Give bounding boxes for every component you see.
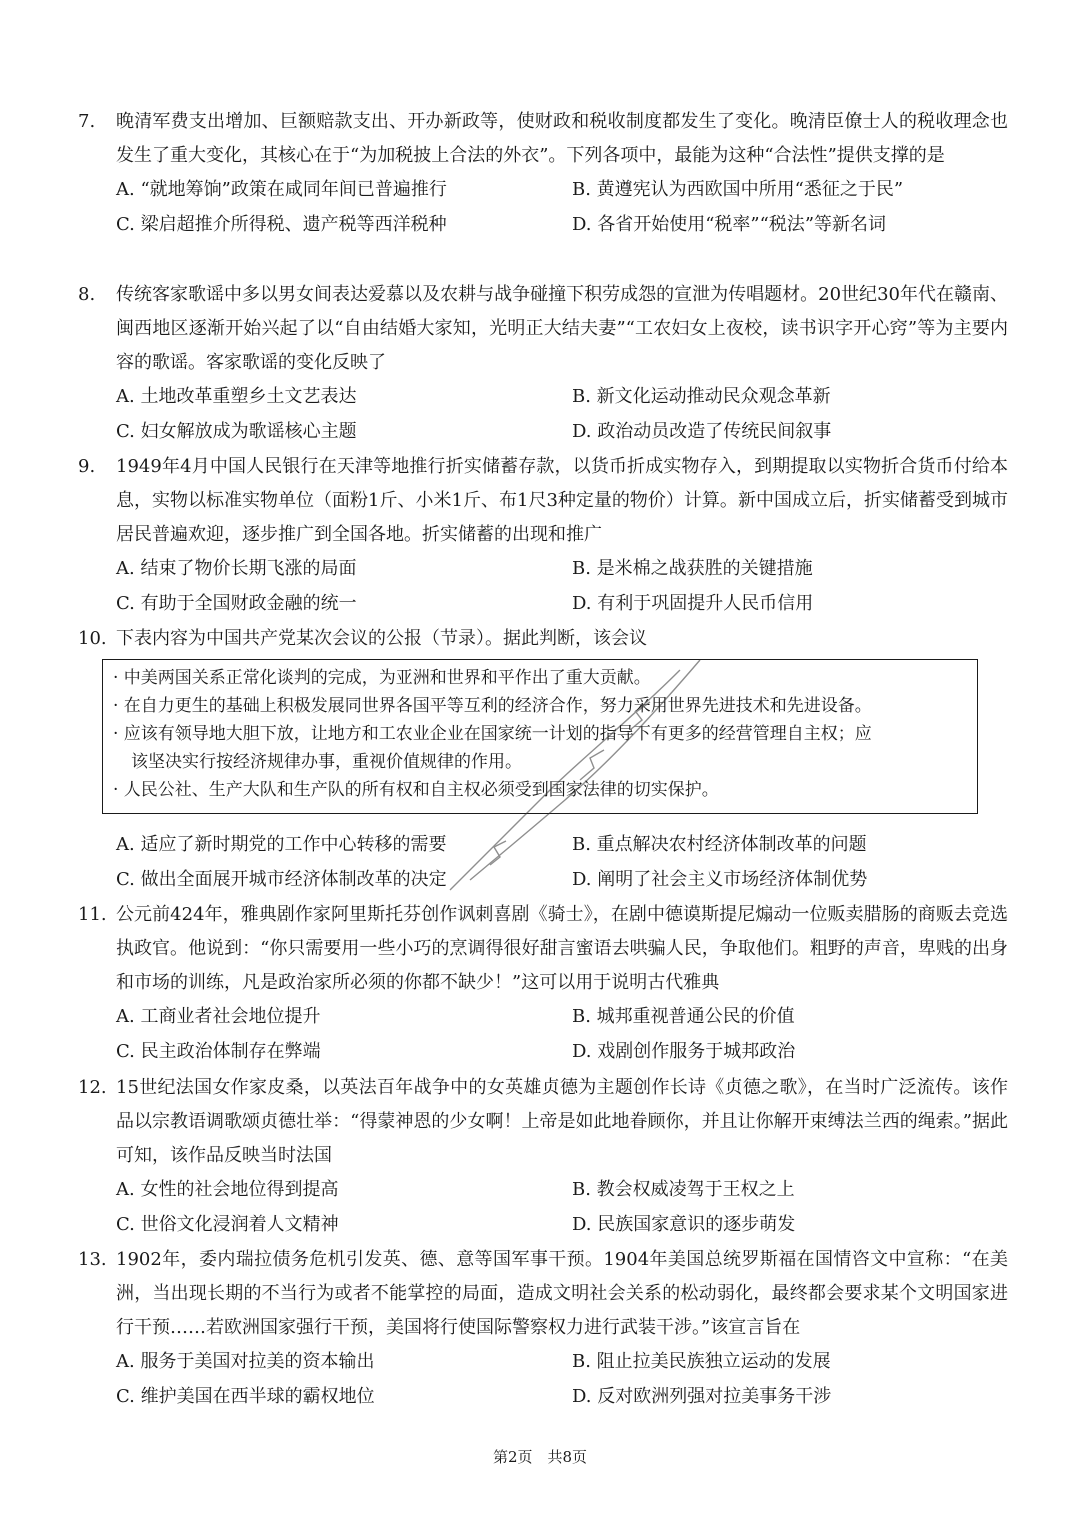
options-row <box>78 1035 1008 1070</box>
question-number: 7. <box>78 111 96 132</box>
option-b[interactable]: B. 是米棉之战获胜的关键措施 <box>572 558 813 579</box>
question-12 <box>78 1071 1008 1243</box>
option-a[interactable]: A. 服务于美国对拉美的资本输出 <box>116 1351 375 1372</box>
question-stem: 15世纪法国女作家皮桑，以英法百年战争中的女英雄贞德为主题创作长诗《贞德之歌》，在当时广泛流传。该作品以宗教语调歌颂贞德壮举：“得蒙神恩的少女啊！上帝是如此地眷顾你，并且让你解开束缚法兰西的绳索。”据此可知，该作品反映当时法国 <box>116 1077 1008 1166</box>
option-a[interactable]: A. 结束了物价长期飞涨的局面 <box>116 558 357 579</box>
option-b[interactable]: B. 阻止拉美民族独立运动的发展 <box>572 1351 831 1372</box>
question-7 <box>78 105 1008 243</box>
question-stem: 传统客家歌谣中多以男女间表达爱慕以及农耕与战争碰撞下积劳成怨的宣泄为传唱题材。20世纪30年代在赣南、闽西地区逐渐开始兴起了以“自由结婚大家知，光明正大结夫妻”“工农妇女上夜校，读书识字开心窍”等为主要内容的歌谣。客家歌谣的变化反映了 <box>116 284 1008 373</box>
option-b[interactable]: B. 新文化运动推动民众观念革新 <box>572 386 831 407</box>
option-c[interactable]: C. 维护美国在西半球的霸权地位 <box>116 1386 375 1407</box>
question-9 <box>78 450 1008 622</box>
option-d[interactable]: D. 政治动员改造了传统民间叙事 <box>572 421 832 442</box>
option-b[interactable]: B. 重点解决农村经济体制改革的问题 <box>572 834 867 855</box>
question-number: 13. <box>78 1249 107 1270</box>
option-b[interactable]: B. 教会权威凌驾于王权之上 <box>572 1179 795 1200</box>
question-13 <box>78 1243 1008 1415</box>
question-number: 10. <box>78 628 107 649</box>
excerpt-line: · 中美两国关系正常化谈判的完成，为亚洲和世界和平作出了重大贡献。 <box>113 668 651 688</box>
option-a[interactable]: A. 工商业者社会地位提升 <box>116 1006 321 1027</box>
question-8 <box>78 278 1008 450</box>
question-10 <box>78 622 1008 656</box>
excerpt-line: · 应该有领导地大胆下放，让地方和工农业企业在国家统一计划的指导下有更多的经营管理自主权；应 <box>113 724 872 744</box>
options-row <box>78 173 1008 208</box>
option-b[interactable]: B. 黄遵宪认为西欧国中所用“悉征之于民” <box>572 179 904 200</box>
options-row <box>78 1345 1008 1380</box>
question-11 <box>78 898 1008 1070</box>
options-row <box>78 415 1008 450</box>
option-a[interactable]: A. 女性的社会地位得到提高 <box>116 1179 339 1200</box>
options-row <box>78 1208 1008 1243</box>
question-stem: 1902年，委内瑞拉债务危机引发英、德、意等国军事干预。1904年美国总统罗斯福在国情咨文中宣称：“在美洲，当出现长期的不当行为或者不能掌控的局面，造成文明社会关系的松动弱化，最终都会要求某个文明国家进行干预……若欧洲国家强行干预，美国将行使国际警察权力进行武装干涉。”该宣言旨在 <box>116 1249 1008 1338</box>
question-stem: 晚清军费支出增加、巨额赔款支出、开办新政等，使财政和税收制度都发生了变化。晚清臣僚士人的税收理念也发生了重大变化，其核心在于“为加税披上合法的外衣”。下列各项中，最能为这种“合法性”提供支撑的是 <box>116 111 1008 166</box>
question-stem: 公元前424年，雅典剧作家阿里斯托芬创作讽刺喜剧《骑士》，在剧中德谟斯提尼煽动一位贩卖腊肠的商贩去竞选执政官。他说到：“你只需要用一些小巧的烹调得很好甜言蜜语去哄骗人民，争取他们。粗野的声音，卑贱的出身和市场的训练，凡是政治家所必须的你都不缺少！”这可以用于说明古代雅典 <box>116 904 1008 993</box>
options-row <box>78 587 1008 622</box>
option-c[interactable]: C. 做出全面展开城市经济体制改革的决定 <box>116 869 447 890</box>
excerpt-line: · 人民公社、生产大队和生产队的所有权和自主权必须受到国家法律的切实保护。 <box>113 780 719 800</box>
question-number: 8. <box>78 284 96 305</box>
option-d[interactable]: D. 戏剧创作服务于城邦政治 <box>572 1041 796 1062</box>
option-a[interactable]: A. 土地改革重塑乡土文艺表达 <box>116 386 357 407</box>
question-stem: 1949年4月中国人民银行在天津等地推行折实储蓄存款，以货币折成实物存入，到期提取以实物折合货币付给本息，实物以标准实物单位（面粉1斤、小米1斤、布1尺3种定量的物价）计算。新中国成立后，折实储蓄受到城市居民普遍欢迎，逐步推广到全国各地。折实储蓄的出现和推广 <box>116 456 1008 545</box>
option-a[interactable]: A. 适应了新时期党的工作中心转移的需要 <box>116 834 447 855</box>
option-b[interactable]: B. 城邦重视普通公民的价值 <box>572 1006 795 1027</box>
question-stem: 下表内容为中国共产党某次会议的公报（节录）。据此判断，该会议 <box>116 628 647 649</box>
question-number: 9. <box>78 456 96 477</box>
options-row <box>78 208 1008 243</box>
option-d[interactable]: D. 各省开始使用“税率”“税法”等新名词 <box>572 214 887 235</box>
options-row <box>78 1000 1008 1035</box>
option-d[interactable]: D. 反对欧洲列强对拉美事务干涉 <box>572 1386 832 1407</box>
question-number: 12. <box>78 1077 107 1098</box>
options-row <box>78 1173 1008 1208</box>
options-row <box>78 552 1008 587</box>
excerpt-line: 该坚决实行按经济规律办事，重视价值规律的作用。 <box>131 752 522 772</box>
option-d[interactable]: D. 有利于巩固提升人民币信用 <box>572 593 814 614</box>
option-c[interactable]: C. 妇女解放成为歌谣核心主题 <box>116 421 357 442</box>
page-footer: 第2页 共8页 <box>492 1448 588 1466</box>
option-d[interactable]: D. 阐明了社会主义市场经济体制优势 <box>572 869 868 890</box>
options-row <box>78 828 1008 863</box>
option-a[interactable]: A. “就地筹饷”政策在咸同年间已普遍推行 <box>116 179 447 200</box>
communique-excerpt-box <box>102 659 978 814</box>
option-c[interactable]: C. 民主政治体制存在弊端 <box>116 1041 321 1062</box>
question-10-options <box>78 828 1008 898</box>
option-c[interactable]: C. 有助于全国财政金融的统一 <box>116 593 357 614</box>
option-c[interactable]: C. 世俗文化浸润着人文精神 <box>116 1214 339 1235</box>
options-row <box>78 380 1008 415</box>
options-row <box>78 863 1008 898</box>
options-row <box>78 1380 1008 1415</box>
excerpt-line: · 在自力更生的基础上积极发展同世界各国平等互利的经济合作，努力采用世界先进技术和先进设备。 <box>113 696 872 716</box>
question-number: 11. <box>78 904 107 925</box>
option-c[interactable]: C. 梁启超推介所得税、遗产税等西洋税种 <box>116 214 447 235</box>
option-d[interactable]: D. 民族国家意识的逐步萌发 <box>572 1214 796 1235</box>
